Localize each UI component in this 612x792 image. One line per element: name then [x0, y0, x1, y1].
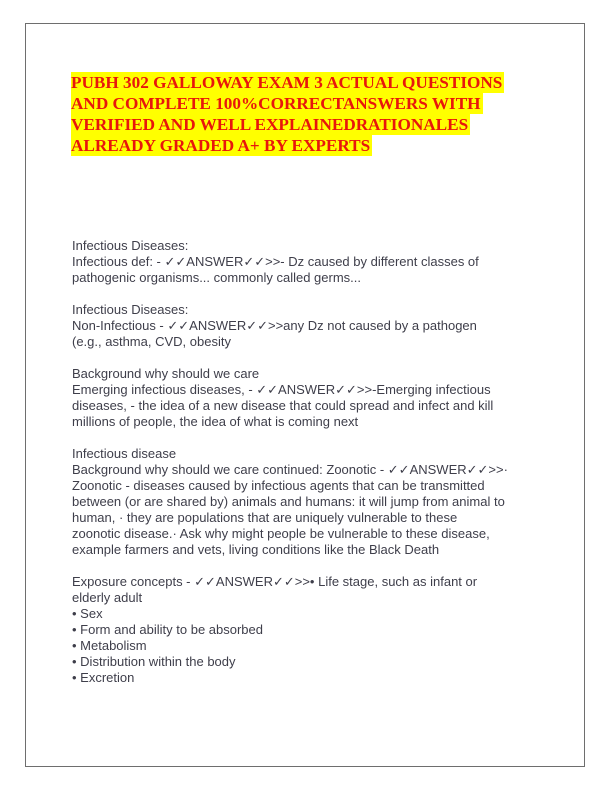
- title-line: VERIFIED AND WELL EXPLAINEDRATIONALES: [71, 115, 469, 134]
- answer-line: elderly adult: [72, 590, 143, 605]
- list-item: • Excretion: [72, 670, 135, 685]
- answer-line: between (or are shared by) animals and humans: it will jump from animal to: [72, 494, 505, 509]
- title-line: PUBH 302 GALLOWAY EXAM 3 ACTUAL QUESTIONS: [71, 73, 503, 92]
- qa-section-infectious-def: [72, 238, 552, 286]
- qa-section-exposure-concepts: [72, 574, 552, 686]
- list-item: • Sex: [72, 606, 103, 621]
- document-title: [71, 72, 551, 156]
- section-heading: Background why should we care: [72, 366, 260, 381]
- answer-line: Exposure concepts - ✓✓ANSWER✓✓>>• Life stage, such as infant or: [72, 574, 478, 589]
- answer-line: Background why should we care continued: Zoonotic - ✓✓ANSWER✓✓>>·: [72, 462, 508, 477]
- document-body: [72, 238, 552, 702]
- answer-line: human, · they are populations that are uniquely vulnerable to these: [72, 510, 458, 525]
- answer-line: Emerging infectious diseases, - ✓✓ANSWER✓✓>>-Emerging infectious: [72, 382, 491, 397]
- section-heading: Infectious Diseases:: [72, 302, 189, 317]
- qa-section-non-infectious: [72, 302, 552, 350]
- answer-line: Infectious def: - ✓✓ANSWER✓✓>>- Dz caused by different classes of: [72, 254, 479, 269]
- title-line: AND COMPLETE 100%CORRECTANSWERS WITH: [71, 94, 481, 113]
- answer-line: Non-Infectious - ✓✓ANSWER✓✓>>any Dz not caused by a pathogen: [72, 318, 477, 333]
- qa-section-emerging-diseases: [72, 366, 552, 430]
- answer-line: diseases, - the idea of a new disease that could spread and infect and kill: [72, 398, 494, 413]
- list-item: • Form and ability to be absorbed: [72, 622, 263, 637]
- qa-section-zoonotic: [72, 446, 552, 558]
- section-heading: Infectious disease: [72, 446, 177, 461]
- answer-line: (e.g., asthma, CVD, obesity: [72, 334, 231, 349]
- list-item: • Metabolism: [72, 638, 147, 653]
- answer-line: example farmers and vets, living conditions like the Black Death: [72, 542, 440, 557]
- answer-line: pathogenic organisms... commonly called germs...: [72, 270, 362, 285]
- answer-line: millions of people, the idea of what is coming next: [72, 414, 359, 429]
- answer-line: Zoonotic - diseases caused by infectious agents that can be transmitted: [72, 478, 485, 493]
- title-line: ALREADY GRADED A+ BY EXPERTS: [71, 136, 371, 155]
- section-heading: Infectious Diseases:: [72, 238, 189, 253]
- answer-line: zoonotic disease.· Ask why might people be vulnerable to these disease,: [72, 526, 490, 541]
- list-item: • Distribution within the body: [72, 654, 236, 669]
- exposure-bullet-list: [72, 606, 552, 686]
